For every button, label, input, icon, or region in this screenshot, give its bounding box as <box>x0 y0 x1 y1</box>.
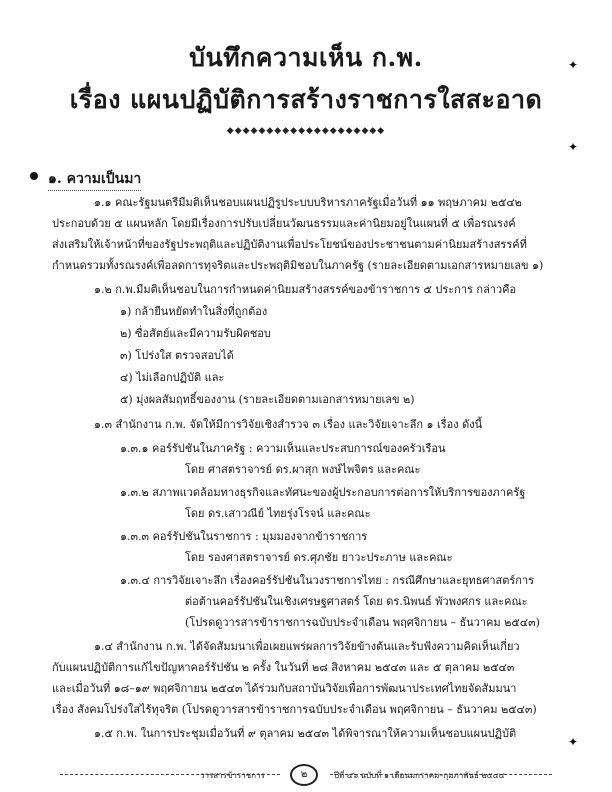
list-item: ๕) มุ่งผลสัมฤทธิ์ของงาน (รายละเอียดตามเอกสารหมายเลข ๒) <box>120 393 415 406</box>
list-item: ๑.๓.๒ สภาพแวดล้อมทางธุรกิจและทัศนะของผู้ประกอบการต่อการให้บริการของภาครัฐ <box>120 486 526 499</box>
page-number: ๒ <box>290 764 318 786</box>
bullet-dot-icon <box>30 172 38 180</box>
text-line: กำหนดรวมทั้งรณรงค์เพื่อลดการทุจริตและประพฤติมิชอบในภาครัฐ (รายละเอียดตามเอกสารหมายเลข ๑) <box>52 259 544 272</box>
text-line: เรื่อง สังคมโปร่งใสไร้ทุจริต (โปรดดูวารสารข้าราชการฉบับประจำเดือน พฤศจิกายน – ธันวาคม ๒๕๔๓) <box>52 703 537 716</box>
footer-journal-name: วารสารข้าราชการ <box>200 771 265 780</box>
text-line: ๑.๒ ก.พ.มีมติเห็นชอบในการกำหนดค่านิยมสร้างสรรค์ของข้าราชการ ๕ ประการ กล่าวคือ <box>94 283 517 296</box>
text-line: ๑.๕ ก.พ. ในการประชุมเมื่อวันที่ ๙ ตุลาคม ๒๕๔๓ ได้พิจารณาให้ความเห็นชอบแผนปฏิบัติ <box>94 727 517 740</box>
text-line: กับแผนปฏิบัติการแก้ไขปัญหาคอร์รัปชัน ๒ ครั้ง ในวันที่ ๒๘ สิงหาคม ๒๕๔๓ และ ๕ ตุลาคม ๒๕๔๓ <box>52 661 515 674</box>
text-line: โดย รองศาสตราจารย์ ดร.ศุภชัย ยาวะประภาษ และคณะ <box>185 551 453 564</box>
text-line: โดย ดร.เสาวณีย์ ไทยรุ่งโรจน์ และคณะ <box>185 507 371 520</box>
document-subtitle: เรื่อง แผนปฏิบัติการสร้างราชการใสสะอาด <box>69 85 543 114</box>
list-item: ๑) กล้ายืนหยัดทำในสิ่งที่ถูกต้อง <box>120 305 268 318</box>
margin-mark-icon: ✦ <box>567 140 578 154</box>
document-title: บันทึกความเห็น ก.พ. <box>189 43 423 72</box>
list-item: ๔) ไม่เลือกปฏิบัติ และ <box>120 371 225 384</box>
text-line: ๑.๑ คณะรัฐมนตรีมีมติเห็นชอบแผนปฏิรูประบบบริหารภาครัฐเมื่อวันที่ ๑๑ พฤษภาคม ๒๕๔๒ <box>94 196 522 209</box>
list-item: ๒) ซื่อสัตย์และมีความรับผิดชอบ <box>120 327 271 340</box>
text-line: และเมื่อวันที่ ๑๘–๑๙ พฤศจิกายน ๒๕๔๓ ได้ร่วมกับสถาบันวิจัยเพื่อการพัฒนาประเทศไทยจัดสัมมนา <box>52 682 517 695</box>
margin-mark-icon: ✦ <box>567 58 578 72</box>
text-line: ๑.๓ สำนักงาน ก.พ. จัดให้มีการวิจัยเชิงสำรวจ ๓ เรื่อง และวิจัยเจาะลึก ๑ เรื่อง ดังนี้ <box>94 418 483 431</box>
section-heading: ๑. ความเป็นมา <box>48 168 141 191</box>
divider-ornament: ◆◆◆◆◆◆◆◆◆◆◆◆◆◆◆◆◆◆◆◆ <box>226 126 386 136</box>
text-line: ประกอบด้วย ๕ แผนหลัก โดยมีเรื่องการปรับเปลี่ยนวัฒนธรรมและค่านิยมอยู่ในแผนที่ ๕ เพื่อรณรงค์ <box>52 217 516 230</box>
margin-mark-icon: ✦ <box>567 735 578 749</box>
text-line: โดย ศาสตราจารย์ ดร.ผาสุก พงษ์ไพจิตร และคณะ <box>185 463 421 476</box>
text-line: (โปรดดูวารสารข้าราชการฉบับประจำเดือน พฤศจิกายน – ธันวาคม ๒๕๔๓) <box>185 616 540 629</box>
text-line: ต่อต้านคอร์รัปชันในเชิงเศรษฐศาสตร์ โดย ดร.นิพนธ์ พัวพงศกร และคณะ <box>185 595 528 608</box>
text-line: ๑.๔ สำนักงาน ก.พ. ได้จัดสัมมนาเพื่อเผยแพร่ผลการวิจัยข้างต้นและรับฟังความคิดเห็นเกี่ยว <box>94 640 520 653</box>
list-item: ๑.๓.๔ การวิจัยเจาะลึก เรื่องคอร์รัปชันในวงราชการไทย : กรณีศึกษาและยุทธศาสตร์การ <box>120 574 535 587</box>
list-item: ๓) โปร่งใส ตรวจสอบได้ <box>120 349 234 362</box>
footer-issue: ปีที่ ๔๖ ฉบับที่ ๑ เดือนมกราคม–กุมภาพันธ์ ๒๕๔๔ <box>334 771 505 780</box>
list-item: ๑.๓.๓ คอร์รัปชันในราชการ : มุมมองจากข้าราชการ <box>120 530 368 543</box>
text-line: ส่งเสริมให้เจ้าหน้าที่ของรัฐประพฤติและปฏิบัติงานเพื่อประโยชน์ของประชาชนตามค่านิยมสร้างสรรค์ที่ <box>52 238 527 251</box>
list-item: ๑.๓.๑ คอร์รัปชันในภาครัฐ : ความเห็นและประสบการณ์ของครัวเรือน <box>120 442 446 455</box>
